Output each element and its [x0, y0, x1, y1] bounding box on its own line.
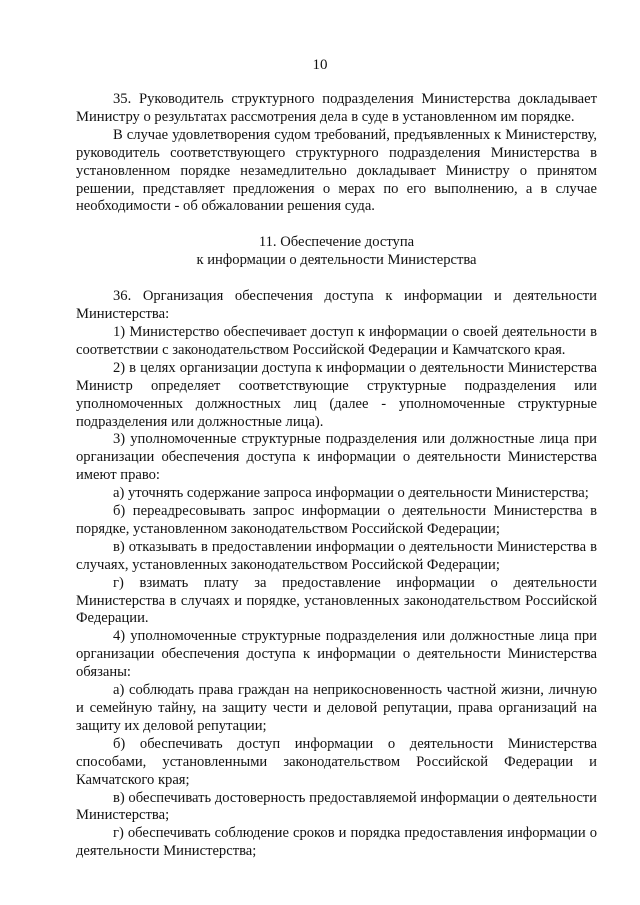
document-body [76, 91, 597, 861]
section-heading-line-1: 11. Обеспечение доступа [258, 234, 415, 251]
item-4: 4) уполномоченные структурные подразделения или должностные лица при организации обеспечения доступа к информации о деятельности Министерства обязаны: [76, 628, 597, 681]
section-heading [76, 234, 597, 270]
paragraph-court-decision: В случае удовлетворения судом требований, предъявленных к Министерству, руководитель соответствующего структурного подразделения Министерства в установленном порядке незамедлительно докладывает Министру о принятом решении, представляет предложения о мерах по его выполнению, а в случае необходимости - об обжаловании решения суда. [76, 126, 597, 215]
paragraph-36: 36. Организация обеспечения доступа к информации и деятельности Министерства: [76, 288, 597, 323]
spacer [76, 270, 597, 288]
item-4-v: в) обеспечивать достоверность предоставляемой информации о деятельности Министерства; [76, 789, 597, 824]
item-3-b: б) переадресовывать запрос информации о деятельности Министерства в порядке, установленном законодательством Российской Федерации; [76, 503, 597, 537]
section-heading-line-2: к информации о деятельности Министерства [196, 252, 477, 269]
spacer [76, 216, 597, 234]
item-4-a: а) соблюдать права граждан на неприкосновенность частной жизни, личную и семейную тайну, на защиту чести и деловой репутации, права организаций на защиту их деловой репутации; [76, 682, 597, 734]
paragraph-35: 35. Руководитель структурного подразделения Министерства докладывает Министру о результатах рассмотрения дела в суде в установленном им порядке. [76, 91, 597, 125]
item-1: 1) Министерство обеспечивает доступ к информации о своей деятельности в соответствии с законодательством Российской Федерации и Камчатского края. [76, 323, 597, 358]
item-2: 2) в целях организации доступа к информации о деятельности Министерства Министр определяет соответствующие структурные подразделения или уполномоченных должностных лиц (далее - уполномоченные структурные подразделения или должностные лица). [76, 359, 597, 430]
item-3: 3) уполномоченные структурные подразделения или должностные лица при организации обеспечения доступа к информации о деятельности Министерства имеют право: [76, 431, 597, 484]
item-3-g: г) взимать плату за предоставление информации о деятельности Министерства в случаях и порядке, установленных законодательством Российской Федерации. [76, 574, 597, 627]
item-4-b: б) обеспечивать доступ информации о деятельности Министерства способами, установленными законодательством Российской Федерации и Камчатского края; [76, 735, 597, 788]
item-4-g: г) обеспечивать соблюдение сроков и порядка предоставления информации о деятельности Министерства; [76, 825, 597, 860]
item-3-a: а) уточнять содержание запроса информации о деятельности Министерства; [113, 485, 589, 502]
item-3-v: в) отказывать в предоставлении информации о деятельности Министерства в случаях, установленных законодательством Российской Федерации; [76, 538, 597, 573]
page-number: 10 [312, 57, 328, 73]
